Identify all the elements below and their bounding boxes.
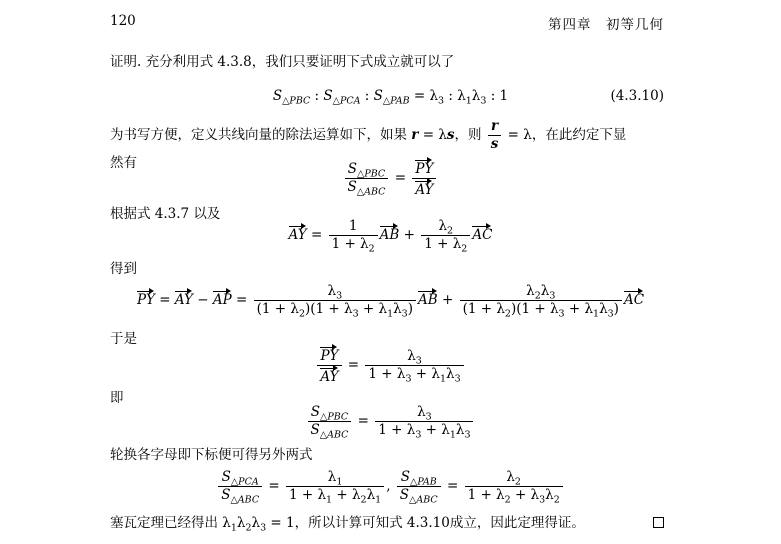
equation-PY: PY = AY − AP = $\frac{\lambda_3}{(1 + \lambda_2)(1 + \lambda_3 + \lambda_1\lambda_3)}$ AB + $\frac{\lambda_2\lambda_3}{(1 + \lambda_2)(1 + \lambda_3 + \lambda_1\lambda_3)}$ AC [136,283,645,320]
equation-AY: AY = $\frac{1}{1 + \lambda_2}$ AB + $\frac{\lambda_2}{1 + \lambda_2}$ AC [288,218,493,255]
equation-PY-over-AY: $\frac{PY}{AY}$ = $\frac{\lambda_3}{1 + \lambda_3 + \lambda_1\lambda_3}$ [0,345,781,386]
conclusion: 塞瓦定理已经得出 $\lambda_1\lambda_2\lambda_3 = 1$，所以计算可知式 4.3.10成立，因此定理得证。 [110,515,585,534]
page-number: 120 [110,13,136,29]
label-by-formula: 根据式 4.3.7 以及 [110,206,221,222]
label-obtain: 得到 [110,261,137,277]
equation-4-3-10: $S_{\triangle PBC}$ : $S_{\triangle PCA}$ : $S_{\triangle PAB} = \lambda_3$ : $\lambda_1\lambda_3$ : 1 [272,88,509,107]
qed-square [653,517,664,528]
label-rotate: 轮换各字母即下标便可得另外两式 [110,447,313,463]
equation-other-two: $\frac{S_{\triangle PCA}}{S_{\triangle ABC}}$ = $\frac{\lambda_1}{1 + \lambda_1 + \lambda_2\lambda_1}$ , $\frac{S_{\triangle PAB}}{S_{\triangle ABC}}$ = $\frac{\lambda_2}{1 + \lambda_2 + \lambda_3\lambda_2}$ [0,469,781,504]
definition-paragraph: 为书写方便，定义共线向量的除法运算如下，如果 r = λs，则 $\frac{r}{s}$ = λ，在此约定下显 然有 [110,118,627,171]
proof-intro: 证明. 充分利用式 4.3.8，我们只要证明下式成立就可以了 [110,54,455,70]
equation-area-ratio: $\frac{S_{\triangle PBC}}{S_{\triangle ABC}}$ = $\frac{PY}{AY}$ [0,158,781,199]
equation-number: (4.3.10) [610,88,664,104]
equation-ratio-PBC: $\frac{S_{\triangle PBC}}{S_{\triangle ABC}}$ = $\frac{\lambda_3}{1 + \lambda_3 + \lambda_1\lambda_3}$ [0,404,781,439]
label-ie: 即 [110,390,124,406]
label-thus: 于是 [110,331,137,347]
running-head: 第四章 初等几何 [548,17,664,33]
